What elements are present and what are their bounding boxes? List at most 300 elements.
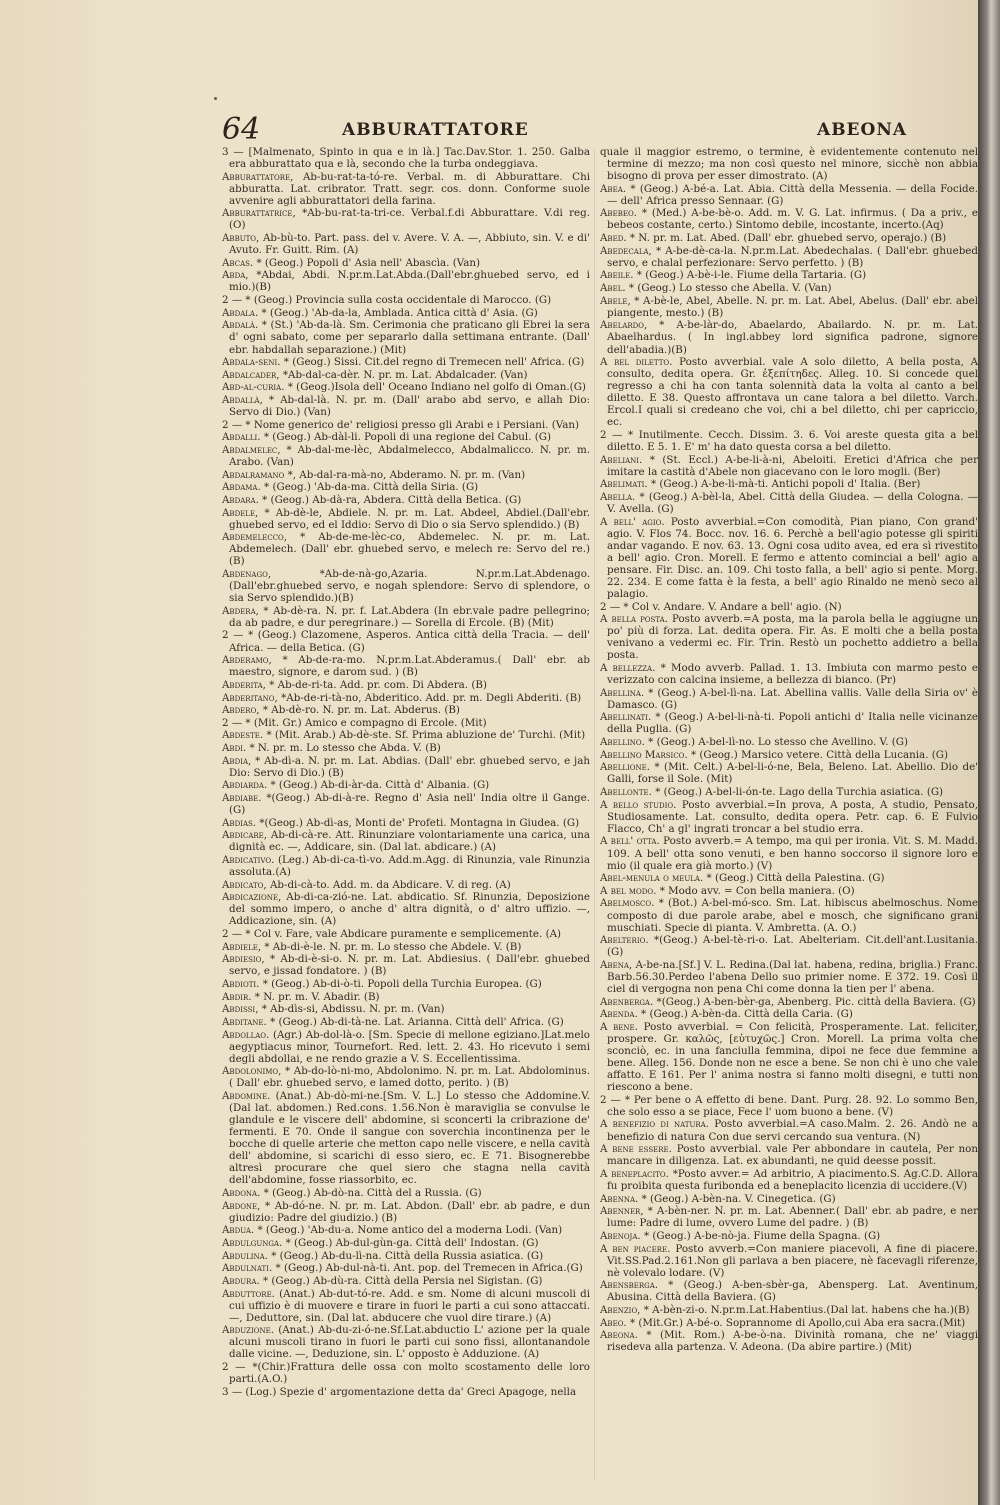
entry-headword: Abed.: [600, 232, 627, 245]
dictionary-entry: [222, 1324, 590, 1360]
dictionary-entry: [222, 419, 590, 431]
entry-headword: Abdi.: [222, 742, 247, 755]
dictionary-entry: [600, 183, 978, 207]
entry-definition: * (Mit. Celt.) A-bel-li-ó-ne, Bela, Beleno. Lat. Abellio. Dio de' Galli, forse il Sole. (Mit): [607, 761, 978, 786]
entry-definition: * (Geog.) Sissi. Cit.del regno di Tremecen nell' Africa. (G): [283, 356, 585, 369]
entry-headword: 2 —: [600, 600, 621, 613]
entry-headword: Abdulgunga.: [222, 1237, 283, 1249]
dictionary-entry: [600, 835, 978, 871]
dictionary-entry: [222, 717, 590, 729]
dictionary-entry: [222, 568, 590, 604]
dictionary-entry: [600, 269, 978, 281]
entry-headword: A bene.: [600, 1020, 638, 1033]
page-header: [222, 112, 962, 146]
dictionary-entry: [600, 1143, 978, 1167]
right-running-head: ABEONA: [817, 120, 908, 140]
entry-definition: * Ab-dè-ra. N. pr. f. Lat.Abdera (In ebr.vale padre pellegrino; da ab padre, e dur peregrinare.) — Sorella di Ercole. (B) (Mit): [229, 604, 590, 629]
entry-definition: *, Ab-dal-ra-mà-no, Abderamo. N. pr. m. (Van): [287, 468, 526, 481]
dictionary-entry: [222, 257, 590, 269]
entry-headword: Abdeste.: [222, 729, 264, 742]
dictionary-entry: [222, 146, 590, 170]
dictionary-entry: [222, 232, 590, 256]
dictionary-entry: [600, 356, 978, 428]
entry-headword: Abdiarda.: [222, 779, 268, 792]
dictionary-entry: [222, 1237, 590, 1249]
entry-definition: (Anat.) Ab-dut-tó-re. Add. e sm. Nome di alcuni muscoli di cui uffizio è di muovere e tirare in fuori le parti a cui sono attaccati. —, Deduttore, sin. (Dal lat. abducere che vuol dire tirare.) (A): [229, 1287, 590, 1324]
entry-headword: Abelmosco.: [600, 897, 655, 910]
entry-definition: * (Geog.) Ab-dò-na. Città del a Russia. (G): [263, 1187, 482, 1200]
dictionary-entry: [222, 755, 590, 779]
entry-definition: Ab-di-cà-re. Att. Rinunziare volontariamente una carica, una dignità ec. —, Addicare, sin. (Dal lat. abdicare.) (A): [229, 829, 590, 854]
dictionary-entry: [600, 1168, 978, 1192]
entry-headword: Abdenago,: [222, 568, 272, 581]
dictionary-entry: [600, 295, 978, 319]
dictionary-entry: [222, 978, 590, 990]
entry-definition: * Ab-dè-ro. N. pr. m. Lat. Abderus. (B): [262, 704, 460, 717]
entry-definition: Ab-bu-rat-ta-tó-re. Verbal. m. di Abburattare. Chi abburatta. Lat. cribrator. Tratt. segr. cos. donn. Conforme suole avvenire agli abburattatori della farina.: [229, 170, 590, 207]
entry-definition: * (Geog.) 'Ab-du-a. Nome antico del a moderna Lodi. (Van): [257, 1224, 563, 1237]
entry-definition: * (Geog.) Ab-dul-gùn-ga. Città dell' Indostan. (G): [285, 1237, 539, 1249]
entry-definition: * (Geog.) Ab-di-ò-ti. Popoli della Turchia Europea. (G): [262, 978, 542, 991]
dictionary-entry: [600, 1008, 978, 1020]
entry-headword: Abdicato,: [222, 878, 267, 891]
entry-definition: *(Geog.) Ab-di-à-re. Regno d' Asia nell' India oltre il Gange.(G): [229, 792, 590, 817]
entry-definition: * A-bè-le, Abel, Abelle. N. pr. m. Lat. Abel, Abelus. (Dall' ebr. abel piangente, mesto.) (B): [607, 294, 978, 319]
entry-headword: 3 —: [222, 146, 244, 158]
entry-definition: * (Geog.) Popoli d' Asia nell' Abascìa. (Van): [256, 256, 480, 269]
dictionary-entry: [600, 736, 978, 748]
dictionary-entry: [222, 494, 590, 506]
entry-headword: Abdallà,: [222, 394, 263, 407]
entry-definition: *(Chir.)Frattura delle ossa con molto scostamento delle loro parti.(A.O.): [229, 1361, 590, 1386]
entry-definition: * Ab-de-ri-ta. Add. pr. com. Di Abdera. (B): [269, 678, 487, 691]
entry-headword: Abellonte.: [600, 786, 652, 799]
entry-headword: Abdioti.: [222, 978, 260, 991]
entry-definition: * A-bèn-zi-o. N.pr.m.Lat.Habentius.(Dal lat. habens che ha.)(B): [643, 1303, 970, 1316]
entry-definition: * Ab-dal-là. N. pr. m. (Dall' arabo abd servo, e allah Dio: Servo di Dio.) (Van): [229, 394, 590, 419]
dictionary-entry: [222, 879, 590, 891]
dictionary-entry: [222, 692, 590, 704]
entry-headword: Abdera,: [222, 604, 259, 617]
entry-definition: *Ab-de-nà-go,Azaria. N.pr.m.Lat.Abdenago. (Dall'ebr.ghuebed servo, e nogah splendore: Servo di splendore, o sia Servo splendido.)(B): [229, 568, 590, 605]
entry-definition: * Ab-dal-me-lèc, Abdalmelecco, Abdalmalicco. N. pr. m. Arabo. (Van): [229, 444, 590, 469]
entry-definition: * Modo avv. = Con bella maniera. (O): [659, 884, 855, 897]
dictionary-entry: [600, 1094, 978, 1118]
entry-headword: Abdicativo.: [222, 854, 275, 867]
entry-definition: *Ab-bu-rat-ta-tri-ce. Verbal.f.di Abburattare. V.di reg.(O): [229, 207, 590, 232]
dictionary-entry: [222, 928, 590, 940]
entry-headword: Abena,: [600, 958, 633, 971]
dictionary-entry: [222, 654, 590, 678]
entry-headword: 2 —: [222, 629, 244, 642]
dictionary-entry: [222, 481, 590, 493]
entry-headword: Abderamo,: [222, 654, 272, 667]
entry-headword: Abella.: [600, 491, 636, 504]
dictionary-entry: [600, 232, 978, 244]
entry-definition: * (Geog.)Isola dell' Oceano Indiano nel golfo di Oman.(G): [287, 381, 586, 394]
dictionary-entry: [600, 478, 978, 490]
entry-definition: * (Geog.) Ab-di-tà-ne. Lat. Arianna. Città dell' Africa. (G): [270, 1016, 564, 1028]
entry-definition: (Leg.) Ab-di-ca-tì-vo. Add.m.Agg. di Rinunzia, vale Rinunzia assoluta.(A): [229, 854, 590, 879]
entry-definition: * (Geog.) A-bèn-da. Città della Caria. (G): [641, 1008, 853, 1021]
dictionary-entry: [222, 891, 590, 927]
entry-definition: * (Geog.) A-be-li-mà-ti. Antichi popoli d' Italia. (Ber): [650, 478, 921, 491]
dictionary-entry: [600, 319, 978, 355]
entry-headword: Abdalli.: [222, 431, 261, 444]
entry-headword: Abdicare,: [222, 829, 268, 842]
entry-headword: A bel modo.: [600, 884, 657, 897]
entry-definition: * (Geog.) Città della Palestina. (G): [706, 872, 885, 885]
entry-headword: A bel diletto.: [600, 356, 673, 369]
dictionary-entry: [222, 742, 590, 754]
dictionary-entry: [222, 1224, 590, 1236]
entry-definition: * (Geog.) A-bèn-na. V. Cinegetica. (G): [641, 1192, 836, 1205]
entry-definition: * (Geog.) Ab-dà-ra, Abdera. Città della Betica. (G): [262, 494, 522, 506]
entry-definition: * N. pr. m. V. Abadir. (B): [254, 990, 380, 1003]
entry-definition: * A-bèn-ner. N. pr. m. Lat. Abenner.( Dall' ebr. ab padre, e ner lume: Padre di lume, ovvero Lume del padre. ) (B): [607, 1205, 978, 1230]
dictionary-entry: [222, 941, 590, 953]
dictionary-entry: [222, 629, 590, 653]
entry-headword: Abdia,: [222, 754, 252, 767]
entry-definition: * A-be-dè-ca-la. N.pr.m.Lat. Abedechalas. ( Dall'ebr. ghuebed servo, e chalal perfezionare: Servo perfetto. ) (B): [607, 244, 978, 269]
dictionary-entry: [600, 1329, 978, 1353]
entry-headword: Abcas.: [222, 256, 254, 269]
entry-headword: 2 —: [222, 418, 243, 431]
entry-definition: *(Geog.) A-bel-tè-ri-o. Lat. Abelteriam. Cit.dell'ant.Lusitania.(G): [607, 934, 978, 959]
entry-headword: Abditane.: [222, 1016, 267, 1028]
left-running-head: ABBURATTATORE: [342, 120, 529, 140]
entry-headword: Abdele,: [222, 506, 259, 519]
entry-definition: * Col v. Andare. V. Andare a bell' agio. (N): [623, 600, 842, 613]
dictionary-entry: [222, 829, 590, 853]
entry-headword: Abenzio,: [600, 1303, 641, 1316]
entry-definition: Posto avverbial.=A caso.Malm. 2. 26. Andò ne a benefizio di natura Con due servi cercando sua ventura. (N): [607, 1118, 978, 1143]
entry-definition: * (Mit.Gr.) A-bé-o. Soprannome di Apollo,cui Aba era sacra.(Mit): [629, 1316, 966, 1329]
entry-headword: Abduttore.: [222, 1287, 275, 1300]
dictionary-entry: [222, 207, 590, 231]
entry-definition: * Ab-de-me-lèc-co, Abdemelec. N. pr. m. Lat. Abdemelech. (Dall' ebr. ghuebed servo, e melech re: Servo del re.) (B): [229, 531, 590, 568]
entry-definition: Ab-di-ca-zió-ne. Lat. abdicatio. Sf. Rinunzia, Deposizione del sommo impero, o anche d' altra dignità, o d' altro uffizio. —, Addicazione, sin. (A): [229, 891, 590, 928]
dictionary-entry: [600, 662, 978, 686]
entry-headword: Abbuto,: [222, 232, 260, 245]
entry-definition: * Ab-di-è-si-o. N. pr. m. Lat. Abdiesius. ( Dall'ebr. ghuebed servo, e jissad fondatore. ) (B): [229, 953, 590, 978]
entry-definition: *(Geog.) A-ben-bèr-ga, Abenberg. Pic. città della Baviera. (G): [656, 995, 976, 1008]
entry-definition: * (Geog.) Ab-di-àr-da. Città d' Albania. (G): [270, 779, 490, 792]
entry-headword: A bella posta.: [600, 613, 668, 626]
entry-definition: * (Geog.) A-bel-lì-no. Lo stesso che Avellino. V. (G): [648, 736, 908, 749]
entry-headword: Abelardo,: [600, 319, 648, 332]
dictionary-entry: [600, 761, 978, 785]
dictionary-entry: [600, 1205, 978, 1229]
entry-headword: Abeile.: [600, 269, 634, 282]
entry-definition: * Ab-di-è-le. N. pr. m. Lo stesso che Abdele. V. (B): [264, 940, 522, 953]
entry-headword: Abele,: [600, 294, 631, 307]
entry-headword: Abdara.: [222, 494, 259, 506]
entry-definition: * (Geog.) A-bel-lì-na. Lat. Abellina vallis. Valle della Siria ov' è Damasco. (G): [607, 686, 978, 711]
dictionary-entry: [600, 687, 978, 711]
dictionary-entry: [222, 679, 590, 691]
dictionary-entry: [222, 369, 590, 381]
entry-headword: Abellione.: [600, 761, 650, 774]
dictionary-entry: [222, 854, 590, 878]
entry-definition: * (Geog.) Ab-du-lì-na. Città della Russia asiatica. (G): [271, 1249, 544, 1262]
entry-definition: * (Geog.) Ab-dul-nà-ti. Ant. pop. del Tremecen in Africa.(G): [275, 1262, 583, 1275]
dictionary-entry: [222, 817, 590, 829]
entry-headword: Abellino.: [600, 736, 645, 749]
dictionary-entry: [222, 704, 590, 716]
dictionary-entry: [222, 531, 590, 567]
dictionary-entry: [222, 1090, 590, 1186]
entry-headword: Abda,: [222, 269, 249, 282]
entry-headword: Abea.: [600, 182, 627, 195]
entry-definition: * (Geog.) Provincia sulla costa occidentale di Marocco. (G): [245, 294, 552, 307]
dictionary-entry: [222, 991, 590, 1003]
entry-definition: * Ab-dè-le, Abdiele. N. pr. m. Lat. Abdeel, Abdiel.(Dall'ebr. ghuebed servo, ed el Iddio: Servo di Dio o sia Servo splendido.) (B): [229, 506, 590, 531]
dictionary-entry: [222, 1200, 590, 1224]
entry-definition: Posto avverb.=A posta, ma la parola bella le aggiugne un po' più di forza. Lat. dedita opera. Fir. As. E molti che a bella posta venivano a vedermi ec. Fir. Trin. Restò un pochetto addietro a bella posta.: [607, 613, 978, 662]
dictionary-entry: [600, 711, 978, 735]
dictionary-entry: [222, 171, 590, 207]
dictionary-entry: [222, 729, 590, 741]
entry-definition: * (Med.) A-be-bè-o. Add. m. V. G. Lat. infirmus. ( Da a priv., e bebeos costante, certo.) Sintomo debile, incostante, incerto.(Aq): [607, 207, 978, 232]
entry-headword: Abel-menula o meula.: [600, 872, 704, 885]
entry-definition: * (Geog.) A-be-nò-ja. Fiume della Spagna. (G): [643, 1229, 881, 1242]
entry-definition: * (Geog.) Clazomene, Asperos. Antica città della Tracia. — dell' Africa. — della Betica. (G): [229, 629, 590, 654]
entry-headword: Abdulnati.: [222, 1262, 273, 1275]
entry-headword: Abderitano,: [222, 691, 278, 704]
entry-headword: Abdiabe.: [222, 792, 262, 805]
dictionary-entry: [222, 1187, 590, 1199]
entry-headword: Abburattatore,: [222, 170, 294, 183]
entry-definition: * N. pr. m. Lat. Abed. (Dall' ebr. ghuebed servo, operajo.) (B): [629, 232, 947, 245]
dictionary-entry: [600, 429, 978, 453]
dictionary-entry: [600, 1243, 978, 1279]
entry-headword: Abenda.: [600, 1008, 638, 1021]
entry-definition: * A-be-làr-do, Abaelardo, Abailardo. N. pr. m. Lat. Abaelhardus. ( In ingl.abbey lord significa padrone, signore dell'abadia.)(B): [607, 319, 978, 356]
entry-headword: Abdura.: [222, 1274, 260, 1287]
entry-headword: 2 —: [600, 1093, 621, 1106]
dictionary-entry: [222, 469, 590, 481]
dictionary-entry: [600, 282, 978, 294]
entry-definition: *Posto avver.= Ad arbitrio, A piacimento.S. Ag.C.D. Allora fu proibita questa furibonda ed a beneplacito licenzia di uccidere.(V): [607, 1167, 978, 1192]
entry-headword: A bellezza.: [600, 662, 656, 675]
column-gutter: [594, 150, 595, 1480]
entry-headword: Abenberga.: [600, 995, 654, 1008]
entry-definition: Posto avverbial.=In prova, A posta, A studio, Pensato, Studiosamente. Lat. consulto, dedita opera. Petr. cap. 6. E Fulvio Flacco, Ch' a gl' ingrati troncar a bel studio erra.: [607, 798, 978, 835]
entry-headword: Abeliani.: [600, 453, 643, 466]
entry-definition: Posto avverbial. = Con felicità, Prosperamente. Lat. feliciter, prospere. Gr. καλῶς, [εὐτυχῶς.] Cron. Morell. La prima volta che sconciò, ec. in una fanciulla femmina, dipoi ne fece due femmine a bene. Alleg. 156. Donde non ne esce a bene. Se non chi è uno che vale affatto. E 161. Per l' anima nostra si fanno molti disegni, e tutti non riescono a bene.: [607, 1020, 978, 1094]
dictionary-entry: [600, 885, 978, 897]
entry-definition: * (Mit. Rom.) A-be-ò-na. Divinità romana, che ne' viaggi risedeva alla partenza. V. Adeona. (Da abire partire.) (Mit): [607, 1329, 978, 1354]
entry-definition: * Ab-dó-ne. N. pr. m. Lat. Abdon. (Dall' ebr. ab padre, e dun giudizio: Padre del giudizio.) (B): [229, 1199, 590, 1224]
entry-headword: Abdua.: [222, 1224, 255, 1237]
entry-headword: Abel.: [600, 282, 626, 295]
entry-headword: Abdama.: [222, 481, 261, 494]
dictionary-entry: [222, 1361, 590, 1385]
dictionary-entry: [222, 953, 590, 977]
dictionary-entry: [222, 294, 590, 306]
entry-definition: Ab-bù-to. Part. pass. del v. Avere. V. A. —, Abbiuto, sin. V. e di' Avuto. Fr. Guitt. Rim. (A): [229, 232, 590, 257]
entry-headword: Abdemelecco,: [222, 531, 288, 544]
entry-headword: Abellina.: [600, 686, 645, 699]
dictionary-entry: [600, 146, 978, 182]
page-number: 64: [222, 112, 261, 147]
dictionary-entry: [600, 613, 978, 661]
dictionary-entry: [600, 872, 978, 884]
dictionary-entry: [222, 1016, 590, 1028]
right-column: [600, 146, 978, 1491]
entry-definition: *(Geog.) Ab-dì-as, Monti de' Profeti. Montagna in Giudea. (G): [259, 816, 580, 829]
entry-definition: * (Geog.) 'Ab-da-la, Amblada. Antica città d' Asia. (G): [261, 306, 538, 319]
entry-headword: Abdalcader,: [222, 368, 280, 381]
entry-headword: A beneplacito.: [600, 1167, 669, 1180]
entry-headword: 2 —: [222, 1361, 246, 1374]
entry-definition: [Malmenato, Spinto in qua e in là.] Tac.Dav.Stor. 1. 250. Galba era abburattato qua e là, secondo che la turba ondeggiava.: [229, 146, 590, 171]
dictionary-entry: [222, 269, 590, 293]
dictionary-entry: [600, 1118, 978, 1142]
entry-headword: Abelimati.: [600, 478, 648, 491]
entry-headword: A ben piacere.: [600, 1242, 671, 1255]
entry-definition: * (Geog.) Ab-dàl-li. Popoli di una regione del Cabul. (G): [263, 431, 552, 444]
dictionary-entry: [222, 319, 590, 355]
entry-headword: Abeo.: [600, 1316, 627, 1329]
entry-definition: * (Geog.) A-bel-li-nà-ti. Popoli antichi d' Italia nelle vicinanze della Puglia. (G): [607, 711, 978, 736]
entry-definition: * Ab-de-ra-mo. N.pr.m.Lat.Abderamus.( Dall' ebr. ab maestro, signore, e darom sud. ) (B): [229, 654, 590, 679]
dictionary-entry: [600, 1304, 978, 1316]
entry-definition: * (Geog.) A-bé-a. Lat. Abia. Città della Messenia. — della Focide. — dell' Africa presso Sennaar. (G): [607, 182, 978, 207]
entry-headword: Abdiele,: [222, 940, 262, 953]
entry-definition: (Anat.) Ab-dò-mi-ne.[Sm. V. L.] Lo stesso che Addomine.V.(Dal lat. abdomen.) Red.cons. 1.56.Non è maraviglia se convulse le glandule e le viscere dell' abdomine, si sconcerti la cribrazione de' fermenti. E 70. Onde il sangue con soverchia incontinenza per le bocche di quelle arterie che metton capo nelle viscere, e nella cavità dell' abdomine, si scarichi di esso siero, ec. E 71. Bisognerebbe altresì procurare che quel siero che stagna nella cavità dell'abdomine, fosse riassorbito, ec.: [229, 1090, 590, 1187]
ink-speck: [214, 97, 217, 100]
entry-headword: Abburattatrice,: [222, 207, 296, 220]
entry-definition: * Modo avverb. Pallad. 1. 13. Imbiuta con marmo pesto e verizzato con calcina insieme, a bellezza di bianco. (Pr): [607, 662, 978, 687]
entry-headword: 2 —: [222, 928, 243, 941]
dictionary-entry: [600, 786, 978, 798]
entry-headword: Abdala.: [222, 306, 259, 319]
dictionary-entry: [222, 1275, 590, 1287]
dictionary-entry: [222, 431, 590, 443]
entry-headword: Abdalmelec,: [222, 444, 281, 457]
entry-definition: * (St. Eccl.) A-be-li-à-ni, Abeloiti. Eretici d'Africa che per imitare la castità d'Abele non giacevano con le loro mogli. (Ber): [607, 453, 978, 478]
entry-definition: * (Geog.) A-bèl-la, Abel. Città della Giudea. — della Cologna. — V. Avella. (G): [607, 491, 978, 516]
entry-headword: Abdolonimo,: [222, 1065, 282, 1078]
entry-headword: Abdala-seni.: [222, 356, 281, 369]
entry-definition: (Agr.) Ab-dol-là-o. [Sm. Specie di mellone egiziano.]Lat.melo aegyptiacus minor, Tournefort. Red. lett. 2. 43. Ho ricevuto i semi degli abdollai, e ne rendo grazie a V. S. Eccellentissima.: [229, 1028, 590, 1065]
dictionary-entry: [600, 799, 978, 835]
dictionary-entry: [222, 1065, 590, 1089]
entry-definition: *Ab-de-ri-tà-no, Abderitico. Add. pr. m. Degli Abderiti. (B): [281, 691, 582, 704]
entry-definition: (Log.) Spezie d' argomentazione detta da' Greci Apagoge, nella: [245, 1385, 577, 1398]
entry-definition: * N. pr. m. Lo stesso che Abda. V. (B): [249, 742, 441, 755]
entry-definition: (Anat.) Ab-du-zi-ó-ne.Sf.Lat.abductio L' azione per la quale alcuni muscoli tirano in fuori le parti cui sono fissi, allontanandole dalle vicine. —, Deduzione, sin. L' opposto è Adduzione. (A): [229, 1324, 590, 1361]
entry-headword: Abebeo.: [600, 207, 637, 220]
entry-headword: Abdalà.: [222, 319, 259, 332]
entry-headword: A bene essere.: [600, 1143, 672, 1156]
entry-definition: A-be-na.[Sf.] V. L. Redina.(Dal lat. habena, redina, briglia.) Franc. Barb.56.30.Perdeo l'abena Dello suo primier nome. E 372. 19. Così il ciel di vergogna non pena Chi come donna la tien per l' abena.: [607, 958, 978, 995]
entry-headword: Abduzione.: [222, 1324, 274, 1337]
dictionary-entry: [222, 1386, 590, 1398]
entry-headword: Abdollao.: [222, 1028, 270, 1041]
entry-definition: * Ab-do-lò-ni-mo, Abdolonimo. N. pr. m. Lat. Abdolominus. ( Dall' ebr. ghuebed servo, e lamed dotto, perito. ) (B): [229, 1065, 590, 1090]
entry-headword: 2 —: [222, 294, 243, 307]
entry-definition: * Ab-dì-a. N. pr. m. Lat. Abdias. (Dall' ebr. ghuebed servo, e jah Dio: Servo di Dio.) (B): [229, 754, 590, 779]
entry-headword: Abdomine.: [222, 1090, 271, 1103]
dictionary-entry: [600, 749, 978, 761]
entry-headword: Abdir.: [222, 990, 252, 1003]
entry-headword: Abdulina.: [222, 1249, 268, 1262]
entry-headword: Abderita,: [222, 678, 266, 691]
entry-headword: Abd-al-curia.: [222, 381, 285, 394]
entry-definition: * (Geog.) Marsico vetere. Città della Lucania. (G): [690, 748, 948, 761]
entry-headword: Abdissi,: [222, 1003, 259, 1016]
dictionary-entry: [600, 934, 978, 958]
dictionary-entry: [222, 394, 590, 418]
entry-definition: quale il maggior estremo, o termine, è evidentemente contenuto nel termine di mezzo; ma non così questo nel minore, sicchè non abbia bisogno di prova per esser dimostrato. (A): [600, 146, 978, 183]
entry-definition: * Inutilmente. Cecch. Dissim. 3. 6. Voi areste questa gita a bel diletto. E 5. 1. E' m' ha dato questa corsa a bel diletto.: [607, 429, 978, 454]
entry-definition: * (Geog.) Ab-dù-ra. Città della Persia nel Sigistan. (G): [262, 1274, 543, 1287]
dictionary-entry: [600, 1193, 978, 1205]
entry-headword: 3 —: [222, 1385, 243, 1398]
entry-definition: * (Geog.) A-bel-li-ón-te. Lago della Turchia asiatica. (G): [655, 786, 944, 799]
entry-headword: Abdero,: [222, 704, 260, 717]
entry-headword: Abellinati.: [600, 711, 652, 724]
dictionary-entry: [222, 507, 590, 531]
entry-definition: * (St.) 'Ab-da-là. Sm. Cerimonia che praticano gli Ebrei la sera d' ogni sabato, come per separarlo dalla settimana entrante. (Dall' ebr. habdallah separazione.) (Mit): [229, 319, 590, 356]
dictionary-entry: [222, 605, 590, 629]
entry-headword: Abelterio.: [600, 934, 649, 947]
entry-definition: *Ab-dal-ca-dèr. N. pr. m. Lat. Abdalcader. (Van): [282, 368, 528, 381]
entry-definition: *Abdai, Abdi. N.pr.m.Lat.Abda.(Dall'ebr.ghuebed servo, ed i mio.)(B): [229, 269, 590, 294]
entry-headword: Abenoja.: [600, 1229, 641, 1242]
dictionary-entry: [600, 491, 978, 515]
entry-headword: 2 —: [600, 429, 623, 442]
entry-headword: A bell' agio.: [600, 515, 665, 528]
entry-definition: * (Mit. Arab.) Ab-dè-ste. Sf. Prima abluzione de' Turchi. (Mit): [266, 729, 586, 742]
entry-headword: Abdalramano: [222, 468, 285, 481]
entry-definition: * Nome generico de' religiosi presso gli Arabi e i Persiani. (Van): [245, 418, 580, 431]
entry-definition: Posto avverbial. vale Per abbondare in cautela, Per non mancare in diligenza. Lat. ex abundanti, ne quid deesse possit.: [607, 1143, 978, 1168]
dictionary-entry: [222, 1003, 590, 1015]
dictionary-entry: [600, 996, 978, 1008]
dictionary-entry: [222, 1029, 590, 1065]
dictionary-entry: [600, 601, 978, 613]
dictionary-entry: [600, 1279, 978, 1303]
dictionary-entry: [222, 1250, 590, 1262]
entry-definition: * (Geog.) 'Ab-da-ma. Città della Siria. (G): [264, 481, 479, 494]
entry-definition: * (Geog.) Lo stesso che Abella. V. (Van): [628, 282, 832, 295]
dictionary-entry: [222, 381, 590, 393]
entry-definition: * (Geog.) A-bè-i-le. Fiume della Tartaria. (G): [636, 269, 867, 282]
dictionary-entry: [600, 207, 978, 231]
entry-headword: A benefizio di natura.: [600, 1118, 709, 1131]
entry-headword: A bello studio.: [600, 798, 677, 811]
entry-headword: Abeona.: [600, 1329, 638, 1342]
entry-headword: Abdone,: [222, 1199, 261, 1212]
dictionary-entry: [222, 792, 590, 816]
entry-headword: 2 —: [222, 716, 243, 729]
dictionary-entry: [600, 897, 978, 933]
dictionary-entry: [222, 356, 590, 368]
entry-definition: Posto avverbial.=Con comodità, Pian piano, Con grand' agio. V. Flos 74. Bocc. nov. 16. 6. Perchè a bell'agio potesse gli spiriti andar vagando. E nov. 63. 13. Ogni cosa udito avea, ed era sì rivestito a bell' agio. Cron. Morell. E fermo e attento cominciai a bell' agio a pensare. Fir. Disc. an. 109. Chi tosto falla, a bell' agio si pente. Morg. 22. 234. E come fatta è la festa, a bell' agio Rinaldo ne menò seco al palagio.: [607, 515, 978, 600]
dictionary-entry: [222, 444, 590, 468]
entry-definition: * Ab-dìs-si, Abdissu. N. pr. m. (Van): [261, 1003, 445, 1016]
dictionary-entry: [600, 454, 978, 478]
entry-headword: Abedecala,: [600, 244, 652, 257]
entry-definition: Posto avverb.= A tempo, ma qui per ironia. Vit. S. M. Madd. 109. A bell' otta sono venuti, e ben hanno soccorso il signore loro e mio (il quale era già morto.) (V): [607, 835, 978, 872]
entry-definition: * (Mit. Gr.) Amico e compagno di Ercole. (Mit): [245, 716, 487, 729]
dictionary-entry: [600, 1021, 978, 1093]
entry-definition: * Per bene o A effetto di bene. Dant. Purg. 28. 92. Lo sommo Ben, che solo esso a se piace, Fece l' uom buono a bene. (V): [607, 1093, 978, 1118]
